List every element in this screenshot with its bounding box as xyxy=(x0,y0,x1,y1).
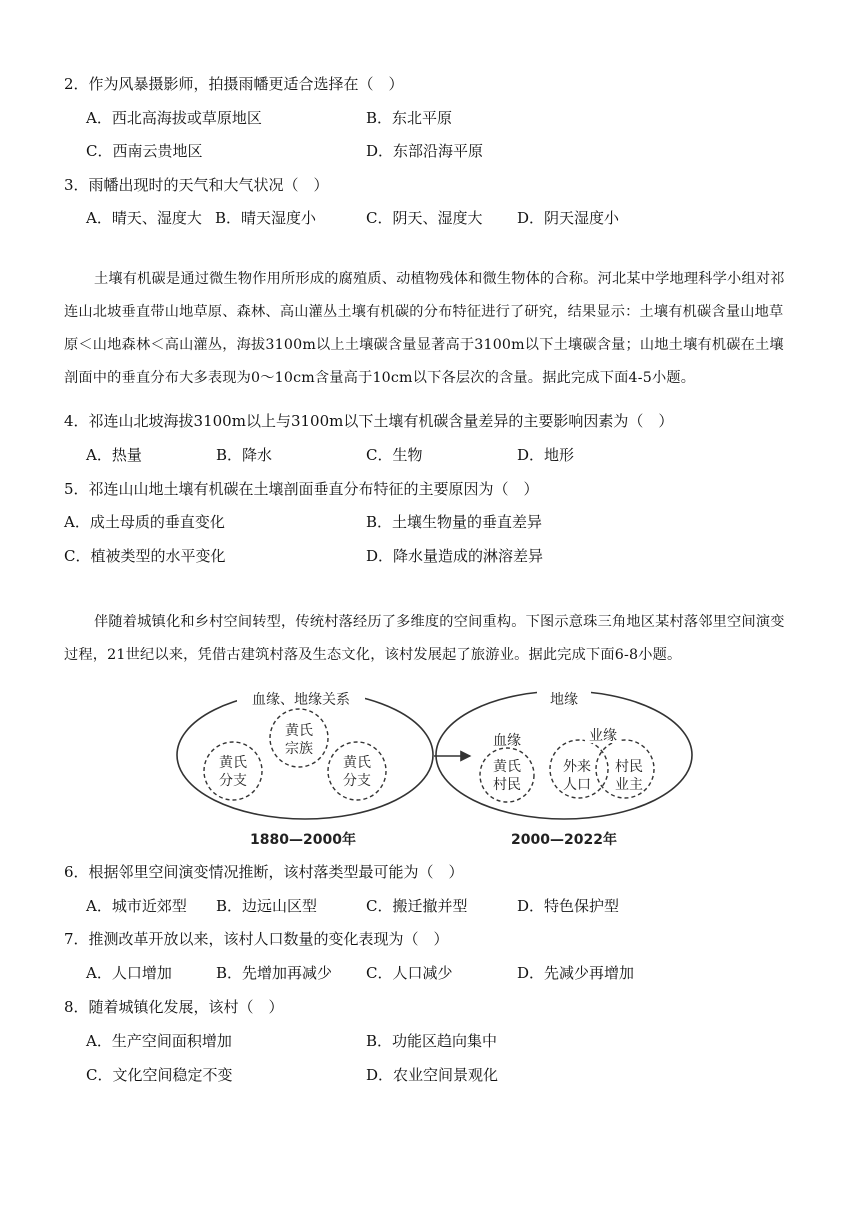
q7-option-b: B．先增加再减少 xyxy=(216,964,333,982)
clan-line2: 宗族 xyxy=(285,741,313,757)
neighborhood-evolution-diagram xyxy=(175,683,695,853)
q6-option-a: A．城市近郊型 xyxy=(86,897,187,915)
q3-option-d: D．阴天湿度小 xyxy=(517,209,620,227)
right-title: 地缘 xyxy=(550,692,578,708)
q8-stem: 8．随着城镇化发展，该村（ ） xyxy=(64,998,284,1016)
q7-stem: 7．推测改革开放以来，该村人口数量的变化表现为（ ） xyxy=(64,930,449,948)
q5-option-d: D．降水量造成的淋溶差异 xyxy=(366,547,544,565)
q7-option-d: D．先减少再增加 xyxy=(517,964,635,982)
branch-right-line2: 分支 xyxy=(343,773,371,789)
branch-left-circle xyxy=(204,742,262,800)
q4-stem: 4．祁连山北坡海拔3100m以上与3100m以下土壤有机碳含量差异的主要影响因素为（ ） xyxy=(64,412,674,430)
branch-right-circle xyxy=(328,742,386,800)
right-ellipse xyxy=(436,691,692,819)
q4-option-d: D．地形 xyxy=(517,446,575,464)
branch-right-line1: 黄氏 xyxy=(343,755,371,771)
branch-left-line2: 分支 xyxy=(219,773,247,789)
outsider-line1: 外来 xyxy=(563,759,591,775)
q8-option-b: B．功能区趋向集中 xyxy=(366,1032,498,1050)
passage-soil-carbon: 土壤有机碳是通过微生物作用所形成的腐殖质、动植物残体和微生物体的合称。河北某中学地理科学小组对祁连山北坡垂直带山地草原、森林、高山灌丛土壤有机碳的分布特征进行了研究，结果显示：土壤有机碳含量山地草原＜山地森林＜高山灌丛，海拔3100m以上土壤碳含量显著高于3100m以下土壤碳含量；山地土壤有机碳在土壤剖面中的垂直分布大多表现为0～10cm含量高于10cm以下各层次的含量。据此完成下面4-5小题。 xyxy=(64,271,785,386)
owner-line2: 业主 xyxy=(615,777,643,793)
q7-option-c: C．人口减少 xyxy=(366,964,453,982)
q8-option-c: C．文化空间稳定不变 xyxy=(86,1066,233,1084)
q3-option-c: C．阴天、湿度大 xyxy=(366,209,483,227)
q6-option-b: B．边远山区型 xyxy=(216,897,318,915)
q8-option-d: D．农业空间景观化 xyxy=(366,1066,499,1084)
q4-option-c: C．生物 xyxy=(366,446,423,464)
blood-label: 血缘 xyxy=(493,733,521,749)
q2-option-c: C．西南云贵地区 xyxy=(86,142,203,160)
clan-line1: 黄氏 xyxy=(285,723,313,739)
q4-option-a: A．热量 xyxy=(86,446,142,464)
q2-stem: 2．作为风暴摄影师，拍摄雨幡更适合选择在（ ） xyxy=(64,75,404,93)
q2-option-d: D．东部沿海平原 xyxy=(366,142,484,160)
outsider-line2: 人口 xyxy=(563,777,591,793)
passage-village-space: 伴随着城镇化和乡村空间转型，传统村落经历了多维度的空间重构。下图示意珠三角地区某村落邻里空间演变过程，21世纪以来，凭借古建筑村落及生态文化，该村发展起了旅游业。据此完成下面6-8小题。 xyxy=(64,614,785,663)
branch-left-line1: 黄氏 xyxy=(219,755,247,771)
q3-option-a: A．晴天、湿度大 xyxy=(86,209,202,227)
blood-line2: 村民 xyxy=(493,777,521,793)
q5-stem: 5．祁连山山地土壤有机碳在土壤剖面垂直分布特征的主要原因为（ ） xyxy=(64,480,539,498)
q6-option-c: C．搬迁撤并型 xyxy=(366,897,468,915)
left-title: 血缘、地缘关系 xyxy=(252,692,350,708)
q5-option-a: A．成土母质的垂直变化 xyxy=(64,513,225,531)
q6-option-d: D．特色保护型 xyxy=(517,897,620,915)
q7-option-a: A．人口增加 xyxy=(86,964,172,982)
q2-option-a: A．西北高海拔或草原地区 xyxy=(86,109,262,127)
blood-circle xyxy=(480,748,534,802)
q5-option-b: B．土壤生物量的垂直差异 xyxy=(366,513,543,531)
q4-option-b: B．降水 xyxy=(216,446,273,464)
owner-line1: 村民 xyxy=(615,759,643,775)
left-caption: 1880—2000年 xyxy=(250,832,356,848)
q5-option-c: C．植被类型的水平变化 xyxy=(64,547,226,565)
right-caption: 2000—2022年 xyxy=(511,832,617,848)
q8-option-a: A．生产空间面积增加 xyxy=(86,1032,232,1050)
industry-label: 业缘 xyxy=(589,728,617,744)
q3-stem: 3．雨幡出现时的天气和大气状况（ ） xyxy=(64,176,329,194)
blood-line1: 黄氏 xyxy=(493,759,521,775)
q2-option-b: B．东北平原 xyxy=(366,109,453,127)
q3-option-b: B．晴天湿度小 xyxy=(215,209,317,227)
q6-stem: 6．根据邻里空间演变情况推断，该村落类型最可能为（ ） xyxy=(64,863,464,881)
